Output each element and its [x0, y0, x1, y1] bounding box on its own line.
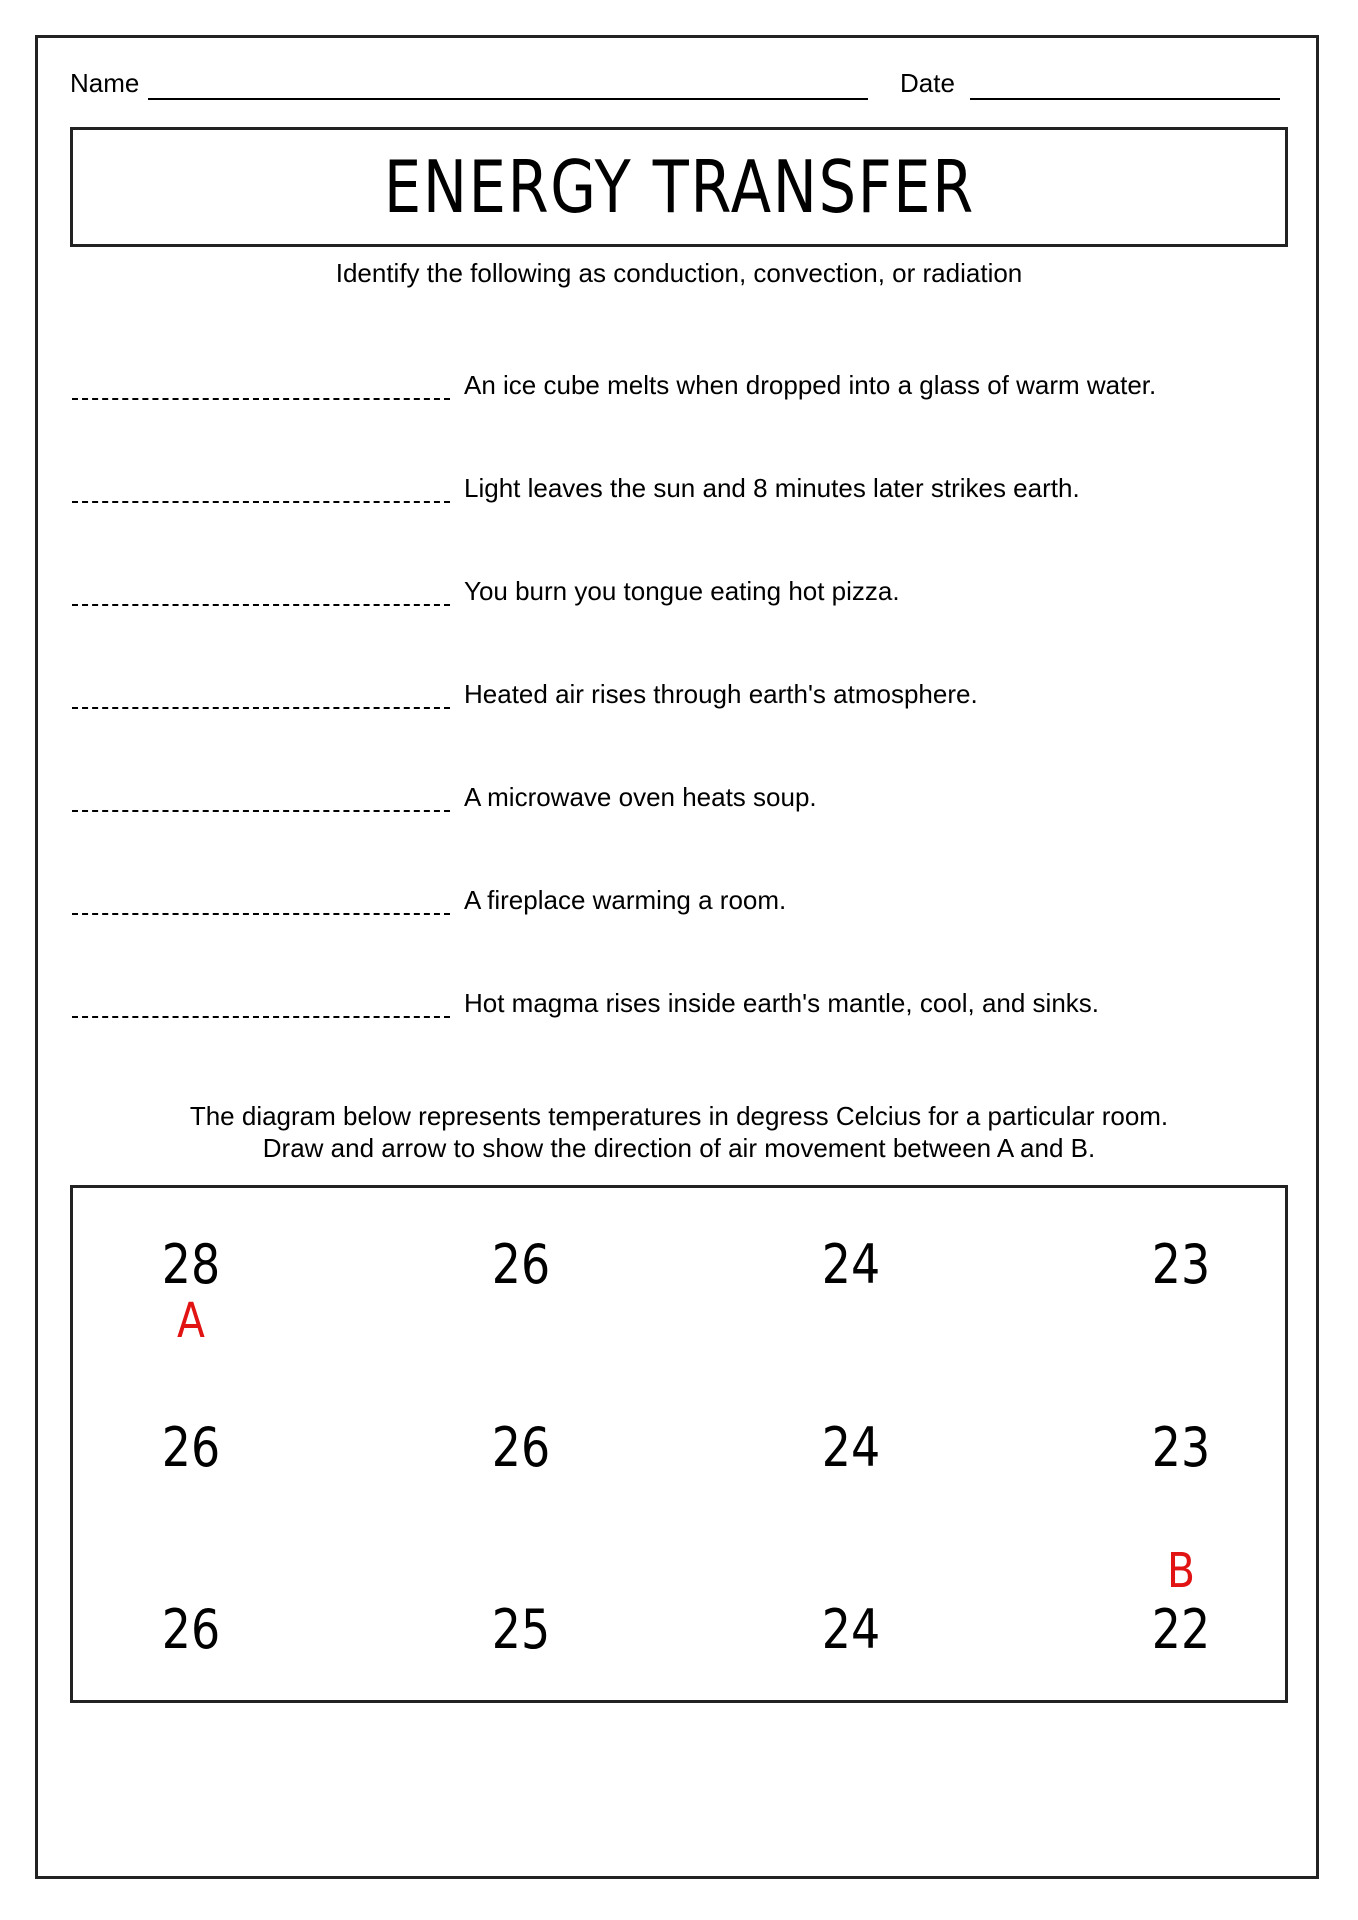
- temperature-value: 26: [161, 1598, 221, 1661]
- answer-blank[interactable]: [72, 1016, 450, 1018]
- question-text: Light leaves the sun and 8 minutes later strikes earth.: [464, 473, 1080, 503]
- temperature-diagram[interactable]: [70, 1185, 1288, 1703]
- temperature-value: 24: [821, 1598, 881, 1661]
- question-text: Hot magma rises inside earth's mantle, cool, and sinks.: [464, 988, 1100, 1018]
- temperature-value: 26: [491, 1233, 551, 1296]
- date-blank[interactable]: [970, 98, 1280, 100]
- diagram-instruction-line: Draw and arrow to show the direction of air movement between A and B.: [262, 1133, 1096, 1163]
- marker-a: A: [177, 1293, 205, 1349]
- temperature-value: 23: [1151, 1416, 1211, 1479]
- marker-b: B: [1167, 1543, 1195, 1599]
- answer-blank[interactable]: [72, 707, 450, 709]
- diagram-instructions: [0, 1100, 1358, 1164]
- temperature-value: 28: [161, 1233, 221, 1296]
- temperature-value: 22: [1151, 1598, 1211, 1661]
- question-item: [72, 782, 1312, 822]
- temperature-value: 26: [161, 1416, 221, 1479]
- diagram-instruction-line: The diagram below represents temperatures in degress Celcius for a particular room.: [189, 1101, 1169, 1131]
- page-title: ENERGY TRANSFER: [383, 145, 975, 229]
- title-box: [70, 127, 1288, 247]
- temperature-value: 25: [491, 1598, 551, 1661]
- question-text: A microwave oven heats soup.: [464, 782, 817, 812]
- temperature-value: 26: [491, 1416, 551, 1479]
- temperature-value: 24: [821, 1416, 881, 1479]
- answer-blank[interactable]: [72, 501, 450, 503]
- question-text: You burn you tongue eating hot pizza.: [464, 576, 900, 606]
- header-row: [70, 68, 1290, 104]
- question-text: An ice cube melts when dropped into a glass of warm water.: [464, 370, 1157, 400]
- answer-blank[interactable]: [72, 604, 450, 606]
- question-item: [72, 370, 1312, 410]
- date-label: Date: [900, 68, 955, 98]
- question-text: Heated air rises through earth's atmosphere.: [464, 679, 978, 709]
- answer-blank[interactable]: [72, 913, 450, 915]
- name-label: Name: [70, 68, 140, 98]
- question-item: [72, 576, 1312, 616]
- question-item: [72, 679, 1312, 719]
- question-item: [72, 885, 1312, 925]
- name-blank[interactable]: [148, 98, 868, 100]
- temperature-value: 23: [1151, 1233, 1211, 1296]
- question-item: [72, 473, 1312, 513]
- question-text: A fireplace warming a room.: [464, 885, 787, 915]
- answer-blank[interactable]: [72, 810, 450, 812]
- instructions: Identify the following as conduction, convection, or radiation: [335, 258, 1023, 288]
- answer-blank[interactable]: [72, 398, 450, 400]
- question-item: [72, 988, 1312, 1028]
- temperature-value: 24: [821, 1233, 881, 1296]
